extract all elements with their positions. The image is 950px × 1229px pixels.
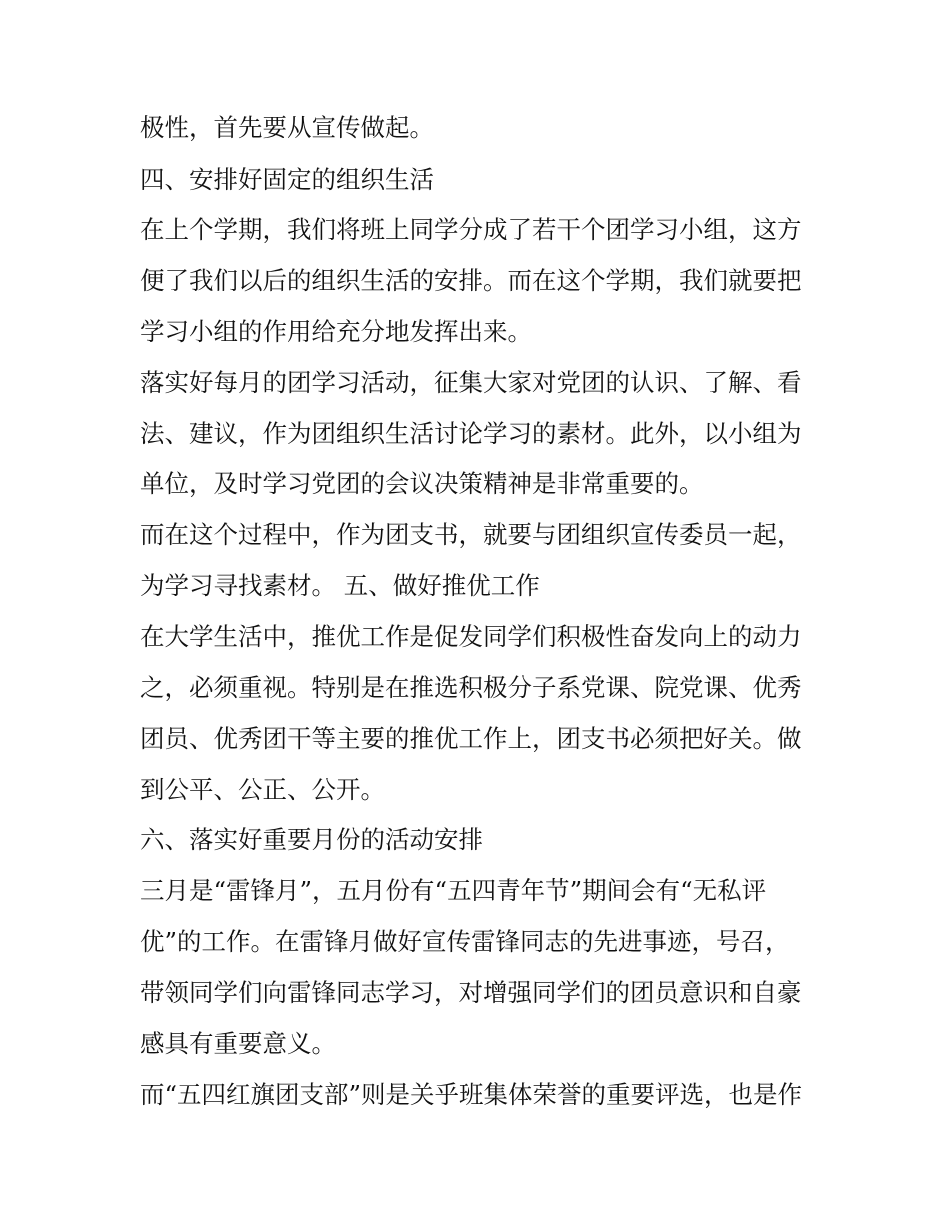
text-line: 之，必须重视。特别是在推选积极分子系党课、院党课、优秀	[140, 673, 802, 702]
text-line: 感具有重要意义。	[140, 1029, 336, 1058]
text-line: 为学习寻找素材。 五、做好推优工作	[140, 571, 540, 600]
text-line: 学习小组的作用给充分地发挥出来。	[140, 317, 532, 346]
section-heading: 四、安排好固定的组织生活	[140, 165, 434, 194]
text-line: 在上个学期，我们将班上同学分成了若干个团学习小组，这方	[140, 215, 802, 244]
text-line: 三月是“雷锋月”，五月份有“五四青年节”期间会有“无私评	[140, 876, 767, 905]
text-line: 而“五四红旗团支部”则是关乎班集体荣誉的重要评选，也是作	[140, 1080, 803, 1109]
text-line: 而在这个过程中，作为团支书，就要与团组织宣传委员一起，	[140, 520, 802, 549]
text-line: 便了我们以后的组织生活的安排。而在这个学期，我们就要把	[140, 266, 802, 295]
text-line: 带领同学们向雷锋同志学习，对增强同学们的团员意识和自豪	[140, 978, 802, 1007]
text-line: 优”的工作。在雷锋月做好宣传雷锋同志的先进事迹，号召，	[140, 927, 790, 956]
text-line: 在大学生活中，推优工作是促发同学们积极性奋发向上的动力	[140, 622, 802, 651]
text-line: 落实好每月的团学习活动，征集大家对党团的认识、了解、看	[140, 368, 802, 397]
text-line: 团员、优秀团干等主要的推优工作上，团支书必须把好关。做	[140, 724, 802, 753]
text-line: 极性，首先要从宣传做起。	[140, 113, 434, 142]
text-line: 法、建议，作为团组织生活讨论学习的素材。此外，以小组为	[140, 419, 802, 448]
text-line: 到公平、公正、公开。	[140, 775, 385, 804]
section-heading: 六、落实好重要月份的活动安排	[140, 825, 483, 854]
text-line: 单位，及时学习党团的会议决策精神是非常重要的。	[140, 469, 704, 498]
